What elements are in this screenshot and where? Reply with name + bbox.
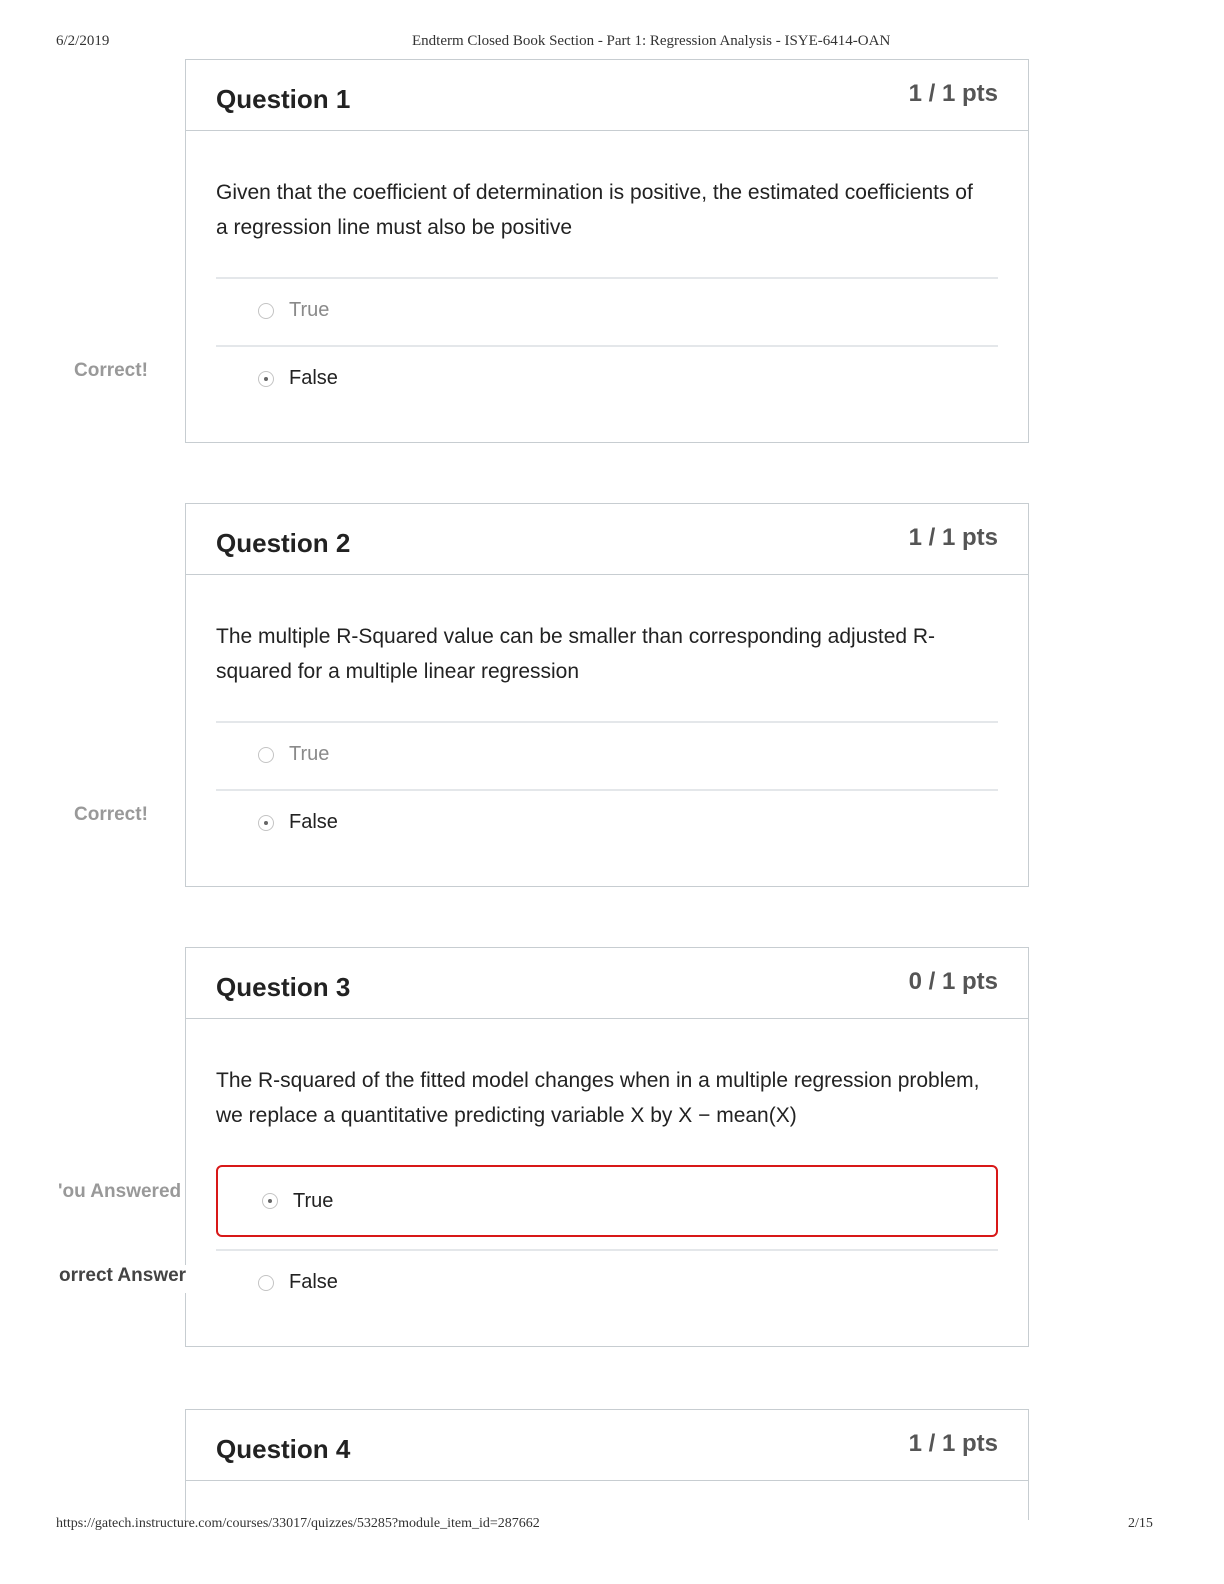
answer-label: True [289, 299, 330, 321]
answer-option-false[interactable] [216, 791, 998, 855]
answer-option-true[interactable] [216, 723, 998, 787]
question-title: Question 2 [216, 528, 351, 558]
question-card-2 [185, 503, 1029, 887]
answer-option-false[interactable] [216, 347, 998, 411]
question-text: The R-squared of the fitted model changes when in a multiple regression problem, we replace a quantitative predicting variable X by X − mean(X) [216, 1069, 980, 1127]
print-header [0, 33, 1224, 53]
you-answered-label: 'ou Answered [58, 1181, 184, 1209]
correct-label: Correct! [74, 360, 184, 388]
print-page-title: Endterm Closed Book Section - Part 1: Regression Analysis - ISYE-6414-OAN [412, 33, 891, 49]
answer-label: True [293, 1190, 334, 1212]
question-title: Question 3 [216, 972, 351, 1002]
answer-option-true[interactable] [216, 279, 998, 343]
question-title: Question 4 [216, 1434, 351, 1464]
question-header [186, 948, 1028, 1019]
question-points: 1 / 1 pts [908, 1430, 998, 1457]
question-card-1 [185, 59, 1029, 443]
radio-checked-icon[interactable] [258, 371, 274, 387]
question-card-3 [185, 947, 1029, 1347]
print-url: https://gatech.instructure.com/courses/33017/quizzes/53285?module_item_id=287662 [56, 1516, 540, 1531]
answer-label: True [289, 743, 330, 765]
question-points: 0 / 1 pts [908, 968, 998, 995]
radio-unchecked-icon[interactable] [258, 1275, 274, 1291]
question-card-4 [185, 1409, 1029, 1520]
question-header [186, 60, 1028, 131]
correct-label: Correct! [74, 804, 184, 832]
question-title: Question 1 [216, 84, 351, 114]
answer-option-false[interactable] [216, 1251, 998, 1315]
question-header [186, 1410, 1028, 1481]
answer-option-true-incorrect[interactable] [216, 1165, 998, 1237]
print-footer [0, 1516, 1224, 1536]
radio-checked-icon[interactable] [258, 815, 274, 831]
question-points: 1 / 1 pts [908, 80, 998, 107]
print-page-number: 2/15 [1128, 1516, 1153, 1531]
print-date: 6/2/2019 [56, 33, 110, 49]
radio-unchecked-icon[interactable] [258, 303, 274, 319]
question-header [186, 504, 1028, 575]
question-points: 1 / 1 pts [908, 524, 998, 551]
answer-label: False [289, 1271, 338, 1293]
correct-answer-label: orrect Answer [59, 1265, 199, 1293]
question-text: The multiple R-Squared value can be smaller than corresponding adjusted R-squared for a multiple linear regression [216, 625, 936, 683]
question-text: Given that the coefficient of determination is positive, the estimated coefficients of a regression line must also be positive [216, 181, 973, 239]
answer-label: False [289, 811, 338, 833]
radio-unchecked-icon[interactable] [258, 747, 274, 763]
radio-checked-icon[interactable] [262, 1193, 278, 1209]
answer-label: False [289, 367, 338, 389]
